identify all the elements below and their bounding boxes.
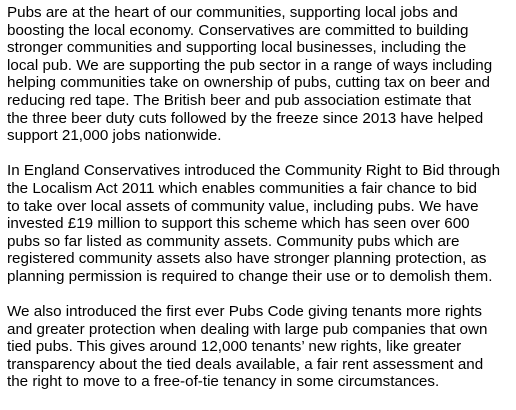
paragraph-pubs-heart-of-communities [7, 4, 512, 145]
text-line: reducing red tape. The British beer and pub association estimate that [7, 91, 472, 109]
text-line: pubs so far listed as community assets. Community pubs which are [7, 232, 460, 250]
text-line: Pubs are at the heart of our communities, supporting local jobs and [7, 4, 458, 21]
text-line: invested £19 million to support this scheme which has seen over 600 [7, 215, 470, 233]
text-line: the three beer duty cuts followed by the freeze since 2013 have helped [7, 109, 484, 127]
paragraph-pubs-code [7, 303, 512, 391]
text-line: the Localism Act 2011 which enables communities a fair chance to bid [7, 179, 477, 197]
text-line: tied pubs. This gives around 12,000 tenants’ new rights, like greater [7, 338, 462, 356]
text-line: We also introduced the first ever Pubs Code giving tenants more rights [7, 303, 482, 321]
text-line: registered community assets also have stronger planning protection, as [7, 250, 487, 268]
text-line: the right to move to a free-of-tie tenancy in some circumstances. [7, 373, 440, 391]
text-line: In England Conservatives introduced the Community Right to Bid through [7, 162, 501, 180]
text-line: planning permission is required to change their use or to demolish them. [7, 267, 493, 285]
text-line: and greater protection when dealing with large pub companies that own [7, 320, 488, 338]
text-line: transparency about the tied deals available, a fair rent assessment and [7, 355, 484, 373]
text-line: support 21,000 jobs nationwide. [7, 127, 222, 145]
text-line: boosting the local economy. Conservatives are committed to building [7, 21, 469, 39]
document-body [7, 4, 512, 391]
text-line: helping communities take on ownership of pubs, cutting tax on beer and [7, 74, 490, 92]
text-line: stronger communities and supporting local businesses, including the [7, 39, 467, 57]
text-line: to take over local assets of community value, including pubs. We have [7, 197, 479, 215]
paragraph-community-right-to-bid [7, 162, 512, 285]
text-line: local pub. We are supporting the pub sector in a range of ways including [7, 56, 493, 74]
